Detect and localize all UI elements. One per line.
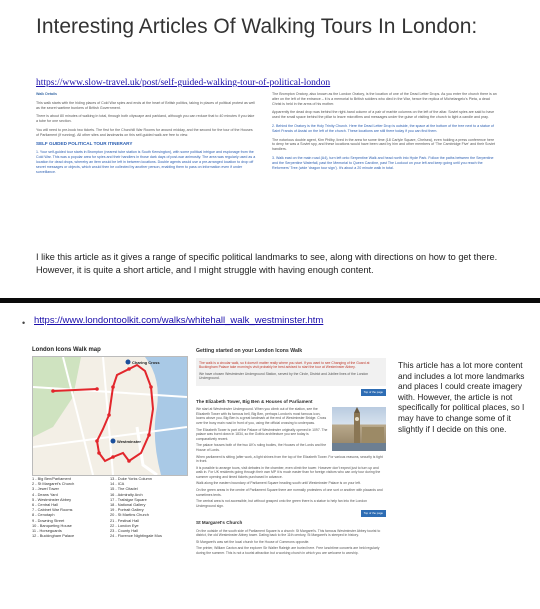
legend-item: 7 - Cabinet War Rooms [32, 507, 73, 513]
section-title: The Elizabeth Tower, Big Ben & Houses of Parliament [196, 398, 313, 404]
legend-item: 14 - ICA [110, 481, 125, 487]
legend-item: 6 - Central Hall [32, 502, 58, 508]
legend-item: 13 - Duke Yorks Column [110, 476, 152, 481]
walk-details-heading: Walk Details [36, 92, 58, 96]
map-label-westminster: Westminster [117, 439, 141, 444]
walk-map [32, 356, 188, 476]
legend-item: 18 - National Gallery [110, 502, 146, 508]
legend-column-left [32, 476, 110, 538]
article-paragraph: Apparently the dead drop was behind the right-hand column of a pair of marble columns on the left of the altar. Soviet spies are said to have used the small space behind the pillar to leave microfilms and messages under the guise of visiting the church to light a candle and pray. [272, 110, 495, 120]
legend-item: 12 - Buckingham Palace [32, 533, 75, 539]
article-paragraph: Walk along the eastern boundary of Parliament Square heading south until Westminster Palace is on your left. [196, 481, 361, 486]
legend-item: 9 - Downing Street [32, 517, 65, 523]
legend-item: 15 - The Citadel [110, 486, 138, 492]
intro-box [196, 358, 386, 386]
legend-item: 8 - Cenotaph [32, 512, 55, 518]
slide1-title: Interesting Articles Of Walking Tours In London: [36, 15, 478, 38]
article-paragraph: The notorious double agent, Kim Philby, lived in the area for some time (18 Carlyle Square, Chelsea), even holding a press conference here to deny he was a Soviet spy, and these locations would have been used by him and other members of 'The Cambridge Five' and their Soviet handlers. [272, 137, 496, 152]
article-left-column [36, 92, 256, 178]
london-icons-article [196, 349, 386, 599]
article-paragraph: 2. Behind the Oratory is the Holy Trinity Church. Here the Dead Letter Drop is outside, the space at the bottom of the tree next to a statue of Saint Francis of Assisi on the left of the church. These locations are still there today if you can find them. [272, 123, 494, 133]
itinerary-heading: SELF GUIDED POLITICAL TOUR ITINERARY [36, 140, 133, 146]
article-paragraph: This walk starts with the hiding places of Cold War spies and ends at the heart of British politics, taking in places of political protest as well as the secret wartime bunkers of British Government. [36, 100, 255, 110]
article-paragraph: There is about 80 minutes of walking in total, through both cityscape and parkland, although you can reduce that to 40 minutes if you take a tube for one section. [36, 114, 255, 124]
legend-item: 24 - Florence Nightingale Mus [110, 533, 162, 539]
legend-item: 11 - Horseguards [32, 528, 62, 534]
map-label-charing-cross: Charing Cross [132, 360, 160, 365]
top-of-page-link[interactable]: Top of the page [361, 510, 386, 517]
top-of-page-link[interactable]: Top of the page [361, 389, 386, 396]
section-title: St Margaret's Church [196, 520, 243, 526]
map-legend [32, 474, 192, 584]
legend-item: 20 - St Martins Church [110, 512, 149, 518]
big-ben-photo [332, 407, 386, 451]
article-paragraph: The central area is not accessible, but without grasped onto the green there is a statue to help fan into the London Underground sign. [196, 499, 367, 508]
article-paragraph: We start at Westminster Underground. When you climb out of the station, see the Elizabeth Tower with its famous bell, Big Ben, perhaps London's most famous icon, looms above you. Big Ben is a great landmark at the end of Westminster Bridge. Cross over the busy main road in front of you, using the official crossing to underpass. [196, 407, 327, 425]
slide2-article-link[interactable]: https://www.londontoolkit.com/walks/whitehall_walk_westminster.htm [34, 315, 324, 326]
article-paragraph: The Elizabeth Tower is part of the Palace of Westminster originally opened in 1097. The palace was burnt down in 1834, so the Gothic architecture you see today is comparatively recent. [196, 427, 328, 441]
article-right-column [272, 92, 497, 174]
article-paragraph: When parliament is sitting (after work, a light shines from the top of the Elizabeth Tower. For various reasons, security is tight in front. [196, 454, 383, 464]
article-paragraph: On the green areas in the centre of Parliament Square there are normally protesters of one sort or another with placards and sometimes tents. [196, 488, 383, 497]
legend-item: 1 - Big Ben/Parliament [32, 476, 71, 481]
article-heading: Getting started on your London Icons Walk [196, 348, 303, 354]
article-paragraph: On the outside of the south side of Parliament Square is a church: St Margaret's. This famous Westminster Abbey tourist to district, the old Westminster Abbey tower. Dating back to the 11th century, St Margaret's is steeped in history. [196, 528, 381, 538]
legend-item: 22 - London Eye [110, 522, 139, 528]
slide-divider [0, 298, 540, 303]
article-paragraph: The palace houses both of the two UK's ruling bodies, the Houses of the Lords and the House of Lords. [196, 443, 327, 452]
bullet-icon: • [22, 318, 26, 328]
legend-item: 5 - Westminster Abbey [32, 496, 72, 502]
article-paragraph: The Brompton Oratory, also known as the London Oratory, is the location of one of the Dead Letter Drops. As you enter the church there is an alter on the left of the entrance – it is a memorial to British soldiers who died in the War, hence the replica of Michelangelo's Pieta, a dead Christ is held in the arms of his mother. [272, 92, 497, 106]
legend-item: 2 - St Margaret's Church [32, 481, 75, 487]
article-paragraph: St Margaret's was set the local church for the House of Commons opposite. [196, 539, 310, 544]
legend-column-right [110, 476, 188, 538]
legend-item: 3 - Jewel Tower [32, 486, 59, 492]
slide1-comment: I like this article as it gives a range of specific political landmarks to see, along with directions on how to get there. However, it is quite a short article, and I might struggle with having enough content. [36, 252, 498, 275]
article-paragraph: It is possible to arrange tours, visit debates in the chamber, even climb the tower. However don't expect just to turn up and walk in. For UK residents going through their own MP it is much easier than for foreign visitors who can only tour during the summer opening and timed tickets purchased in advance. [196, 465, 381, 479]
article-paragraph: 1. Your self-guided tour starts in Brompton (nearest tube station is South Kensington), with some political intrigue and espionage from the Cold War. This was a popular area for spies and their handlers in those dark days of post-war animosity. The area was regularly used as a location for dead drops, whereby an item would be left in between locations. Double agents would use a pre-arranged location to drop off secret messages or objects, which would then be collected by another person, enabling them to pass on information even if under surveillance. [36, 150, 256, 174]
article-paragraph: You will need to pre-book two tickets. The first for the Churchill War Rooms for around midday, and the second for the tour of the Houses of Parliament (if running). All other sites and landmarks on this self-guided walk are free to view. [36, 127, 253, 137]
legend-item: 23 - County Hall [110, 528, 138, 534]
legend-item: 16 - Admiralty Arch [110, 491, 143, 497]
article-paragraph: The walk is a circular walk, so it doesn't matter really where you start. If you want to see Changing of the Guard at Buckingham Palace take morning's visit probably be best advised to start the tour at Westminster Abbey. [199, 360, 370, 370]
slide1-article-link[interactable]: https://www.slow-travel.uk/post/self-guided-walking-tour-of-political-london [36, 78, 331, 88]
legend-item: 21 - Festival Hall [110, 517, 139, 523]
legend-item: 4 - Deans Yard [32, 491, 58, 497]
article-paragraph: 3. Walk east on the main road (A4), turn left onto Serpentine Walk and head north into Hyde Park. Follow the paths between the Serpentine and the Serpentine Waterfall, past the Memorial to Queen Caroline, past The Lookout on your left and keep going until you reach the Reformers' Tree (wide 'dragon tour sign'). It's about a 20 minute walk in total. [272, 155, 494, 170]
legend-item: 19 - Portrait Gallery [110, 507, 144, 513]
legend-item: 17 - Trafalgar Square [110, 496, 147, 502]
slide2-comment: This article has a lot more content and includes a lot more landmarks and places I could create imagery with. However, the article is not specifically for political places, so I may have to change some of it slightly if I decide on this one. [398, 360, 525, 434]
article-paragraph: The printer, William Caxton and the explorer Sir Walter Raleigh are buried here. Free lunchtime concerts are held regularly during the summer. This is not a tourist attraction but a working church in which you are welcome to worship. [196, 546, 380, 555]
legend-item: 10 - Banqueting House [32, 522, 72, 528]
article-paragraph: We have chosen Westminster Underground Station, served by the Circle, District and Jubilee lines of the London Underground. [199, 371, 369, 381]
map-title: London Icons Walk map [32, 347, 101, 353]
